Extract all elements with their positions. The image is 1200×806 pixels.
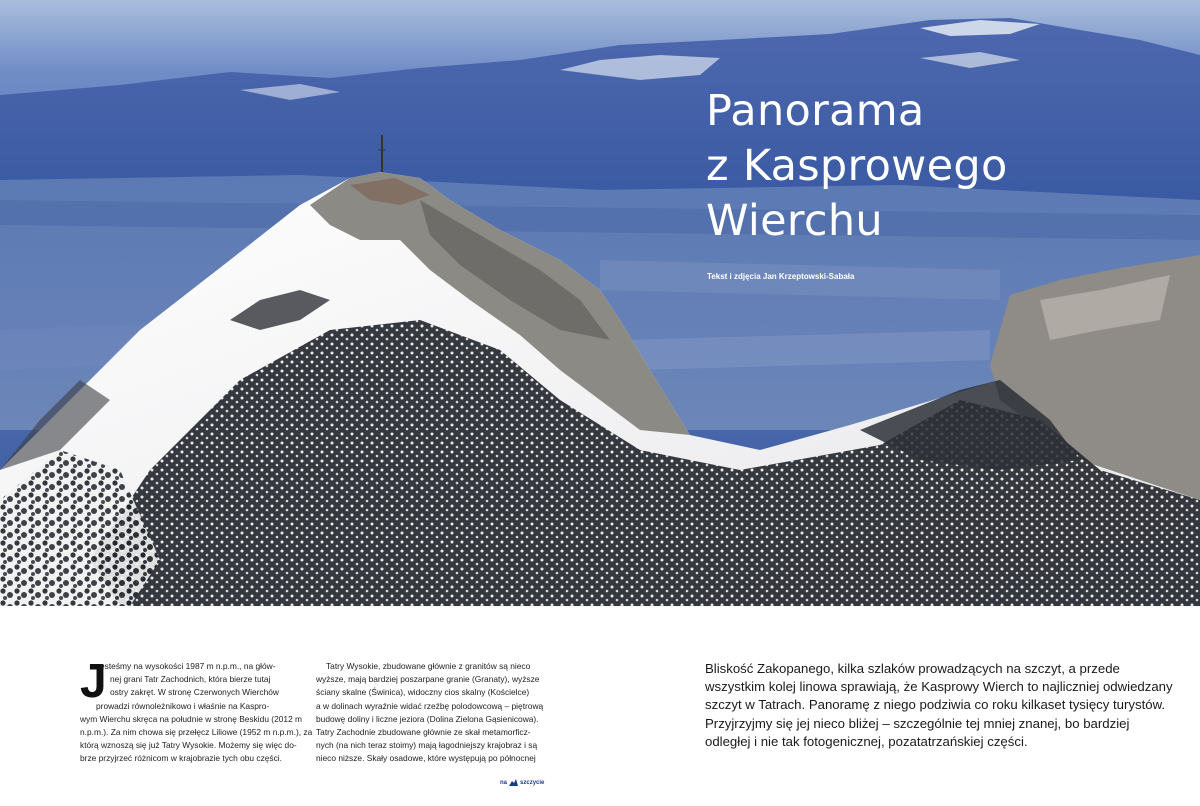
folio-logo — [500, 779, 544, 786]
body-line: wyższe, mają bardziej poszarpane granie (Granaty), wyższe — [316, 674, 540, 685]
body-line: esteśmy na wysokości 1987 m n.p.m., na głów- — [100, 661, 276, 671]
body-line: a w dolinach wyraźnie widać rzeźbę polodowcową – piętrową — [316, 700, 544, 711]
body-line: Tatry Wysokie, zbudowane głównie z granitów są nieco — [326, 661, 531, 671]
folio-prefix: na — [500, 779, 508, 786]
body-line: nych (na nich teraz stoimy) mają łagodniejszy krajobraz i są — [316, 740, 538, 751]
title-line-3: Wierchu — [706, 196, 883, 246]
body-line: n.p.m.). Za nim chowa się przełęcz Liliowe (1952 m n.p.m.), za — [80, 727, 313, 738]
body-line: wym Wierchu skręca na południe w stronę Beskidu (2012 m — [80, 713, 303, 724]
lead-line: wszystkim kolej linowa sprawiają, że Kasprowy Wierch to najliczniej odwiedzany — [705, 679, 1173, 695]
body-line: Tatry Zachodnie zbudowane głównie ze skał metamorficz- — [316, 727, 531, 738]
body-column-1 — [80, 655, 313, 766]
lead-line: szczyt w Tatrach. Panoramę z niego podziwia co roku kilkaset tysięcy turystów. — [705, 697, 1166, 713]
body-line: ściany skalne (Świnica), widoczny cios skalny (Kościelce) — [316, 687, 530, 698]
lead-line: odległej i nie tak fotogenicznej, pozatatrzańskiej części. — [705, 733, 1028, 749]
body-line: nieco niższe. Skały osadowe, które występują po północnej — [316, 753, 536, 764]
mountain-logo-icon — [509, 779, 518, 786]
body-line: prowadzi równoleżnikowo i właśnie na Kaspro- — [96, 700, 270, 711]
body-line: którą wznoszą się już Tatry Wysokie. Możemy się więc do- — [80, 740, 297, 751]
body-column-2 — [316, 660, 542, 766]
body-line: brze przyjrzeć różnicom w krajobrazie tych obu części. — [80, 753, 282, 764]
article-title — [706, 84, 1166, 249]
lead-line: Przyjrzyjmy się jej nieco bliżej – szczególnie tej mniej znanej, bo bardziej — [705, 715, 1130, 731]
folio-brand: szczycie — [520, 779, 545, 786]
drop-cap: J — [80, 655, 107, 708]
lead-line: Bliskość Zakopanego, kilka szlaków prowadzących na szczyt, a przede — [705, 661, 1120, 676]
title-line-2: z Kasprowego — [706, 141, 1008, 191]
body-line: nej grani Tatr Zachodnich, która bierze tutaj — [110, 674, 271, 685]
lead-paragraph — [705, 660, 1175, 751]
body-line: ostry zakręt. W stronę Czerwonych Wierchów — [110, 687, 279, 698]
title-line-1: Panorama — [706, 86, 925, 136]
body-line: budowę doliny i liczne jeziora (Dolina Zielona Gąsienicowa). — [316, 713, 539, 724]
author-credit: Tekst i zdjęcia Jan Krzeptowski-Sabała — [707, 272, 855, 281]
